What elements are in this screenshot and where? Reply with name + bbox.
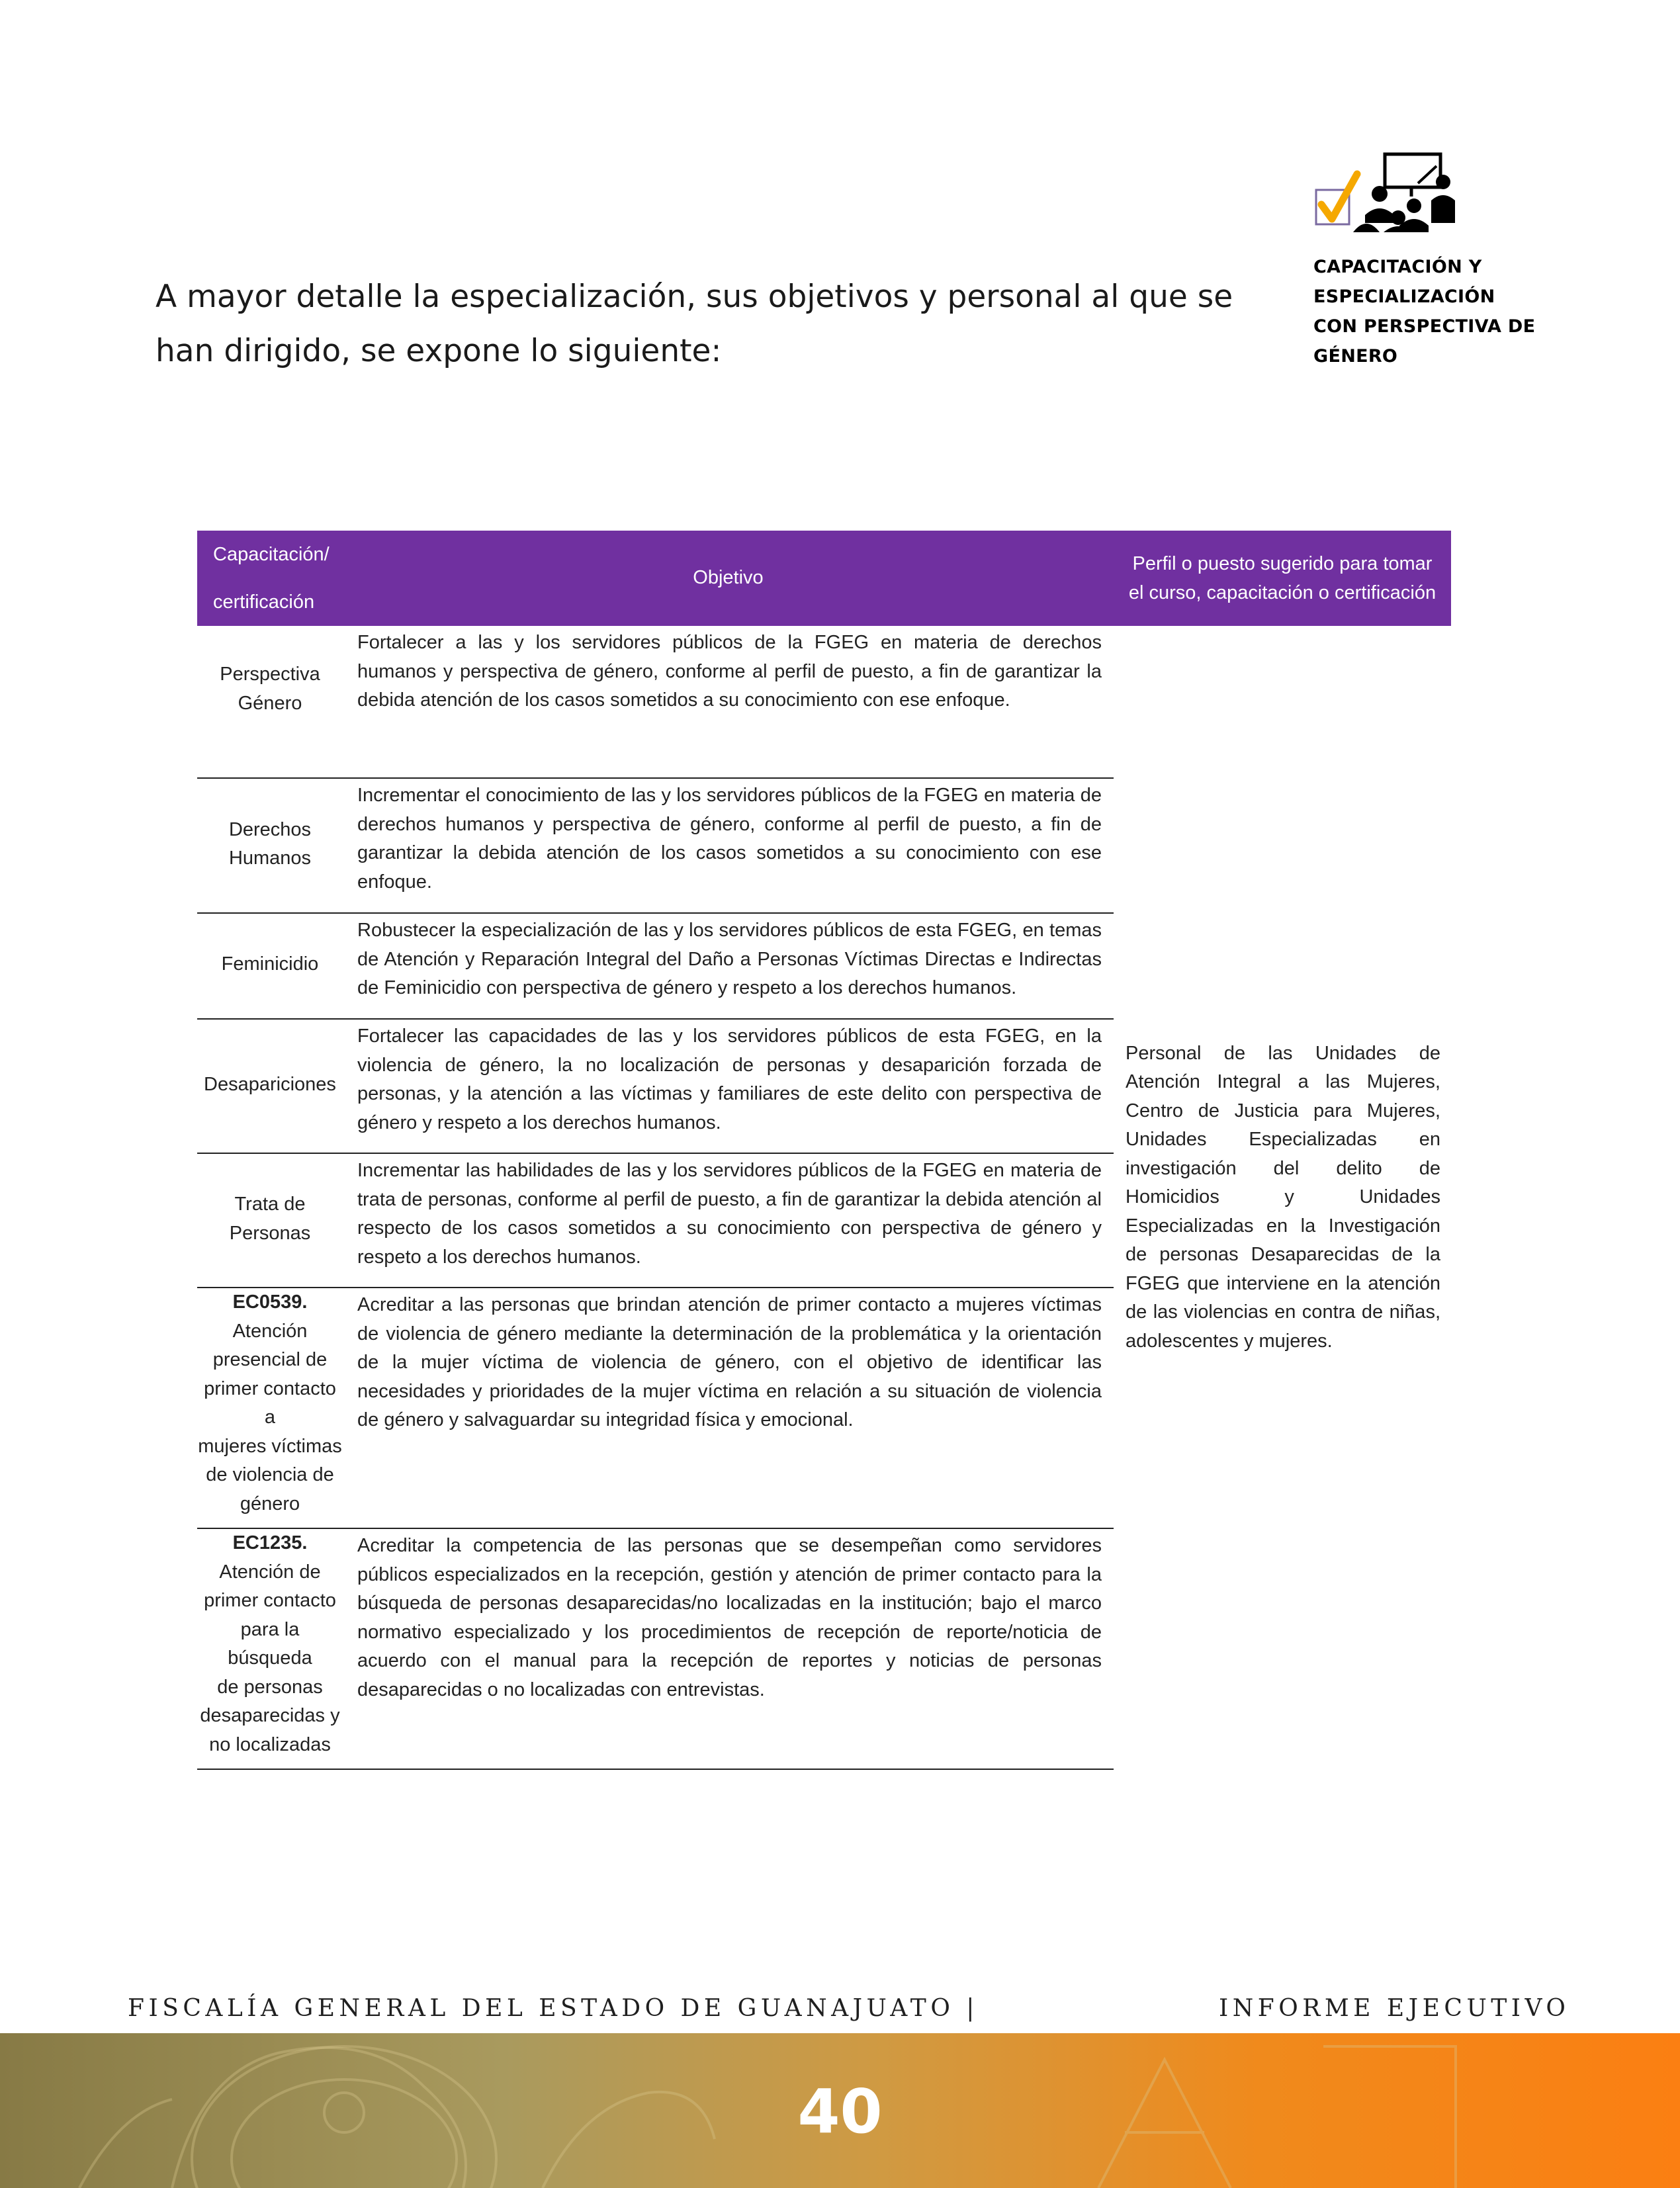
name-line: Atención de [219,1561,321,1583]
specialization-table [197,531,1451,1770]
header-profile [1114,531,1451,626]
training-objective: Fortalecer las capacidades de las y los servidores públicos de esta FGEG, en la violencia de género, la no localización de personas y desaparición forzada de personas, y la atención a las víctimas y familiares de este delito con perspectiva de género y respeto a los derechos humanos. [343,1019,1114,1153]
training-objective: Acreditar la competencia de las personas que se desempeñan como servidores públicos especializados en la recepción, gestión y atención de primer contacto para la búsqueda de personas desaparecidas/no localizadas en la institución; bajo el marco normativo especializado y los procedimientos de recepción de reporte/noticia de acuerdo con el manual para la recepción de reportes y noticias de personas desaparecidas o no localizadas con entrevistas. [343,1528,1114,1769]
training-name [197,913,343,1019]
name-line: Personas [229,1222,311,1244]
page-number: 40 [797,2076,883,2147]
badge-title [1313,252,1538,371]
badge-title-line: CAPACITACIÓN Y [1313,257,1482,277]
training-code: EC0539. [232,1291,308,1313]
intro-paragraph: A mayor detalle la especialización, sus objetivos y personal al que se han dirigido, se expone lo siguiente: [155,279,1233,369]
name-line: presencial de [212,1349,328,1370]
training-name [197,1019,343,1153]
header-objective: Objetivo [343,531,1114,626]
badge-title-line: ESPECIALIZACIÓN [1313,286,1495,307]
badge-title-line: CON PERSPECTIVA DE [1313,316,1536,337]
training-name [197,1153,343,1288]
name-line: género [240,1493,300,1514]
name-line: mujeres víctimas [198,1435,342,1457]
name-line: Humanos [228,848,312,869]
training-name [197,778,343,913]
training-name [197,1528,343,1769]
training-checkmark-icon [1313,149,1459,235]
footer-institution: FISCALÍA GENERAL DEL ESTADO DE GUANAJUATO | [128,1995,979,2022]
name-line: primer contacto [204,1590,336,1611]
section-badge [1313,149,1538,371]
name-line: desaparecidas y [200,1705,340,1726]
header-training [197,531,343,626]
name-line: de personas [217,1676,323,1698]
header-training-line1: Capacitación/ [213,544,330,565]
training-objective: Fortalecer a las y los servidores públicos de la FGEG en materia de derechos humanos y perspectiva de género, conforme al perfil de puesto, a fin de garantizar la debida atención de los casos sometidos a su conocimiento con ese enfoque. [357,632,1102,711]
name-line: de violencia de [206,1464,334,1485]
training-name [197,1288,343,1528]
header-training-line2: certificación [213,591,315,613]
training-objective: Incrementar las habilidades de las y los servidores públicos de la FGEG en materia de trata de personas, conforme al perfil de puesto, a fin de garantizar la debida atención al respecto de los casos sometidos a su conocimiento con perspectiva de género y respeto a los derechos humanos. [343,1153,1114,1288]
name-line: primer contacto a [204,1378,336,1428]
training-name [197,626,343,778]
table-header-row [197,531,1451,626]
name-line: Desapariciones [204,1073,336,1095]
name-line: no localizadas [209,1733,331,1755]
name-line: Atención [232,1320,308,1342]
header-profile-line1: Perfil o puesto sugerido para tomar [1132,553,1433,574]
name-line: Derechos [228,818,312,840]
table-row [197,626,1451,778]
name-line: Trata de [234,1194,306,1215]
badge-title-line: GÉNERO [1313,346,1398,367]
training-objective: Incrementar el conocimiento de las y los servidores públicos de la FGEG en materia de derechos humanos y perspectiva de género, conforme al perfil de puesto, a fin de garantizar la debida atención de los casos sometidos a su conocimiento con ese enfoque. [343,778,1114,913]
name-line: Género [238,692,302,714]
name-line: para la búsqueda [228,1618,312,1669]
footer-report-title: INFORME EJECUTIVO [1219,1995,1570,2022]
training-code: EC1235. [232,1532,308,1553]
name-line: Feminicidio [221,953,319,975]
suggested-profile: Personal de las Unidades de Atención Integral a las Mujeres, Centro de Justicia para Mujeres, Unidades Especializadas en investigación del delito de Homicidios y Unidades Especializadas en la Investigación de personas Desaparecidas de la FGEG que interviene en la atención de las violencias en contra de niñas, adolescentes y mujeres. [1126,1042,1440,1352]
training-objective: Robustecer la especialización de las y los servidores públicos de esta FGEG, en temas de Atención y Reparación Integral del Daño a Personas Víctimas Directas e Indirectas de Feminicidio con perspectiva de género y respeto a los derechos humanos. [343,913,1114,1019]
training-objective: Acreditar a las personas que brindan atención de primer contacto a mujeres víctimas de violencia de género mediante la determinación de la problemática y la orientación de la mujer víctima de violencia de género, con el objetivo de identificar las necesidades y prioridades de la mujer víctima en relación a su situación de violencia de género y salvaguardar su integridad física y emocional. [343,1288,1114,1528]
header-profile-line2: el curso, capacitación o certificación [1128,582,1437,603]
name-line: Perspectiva [220,664,320,685]
